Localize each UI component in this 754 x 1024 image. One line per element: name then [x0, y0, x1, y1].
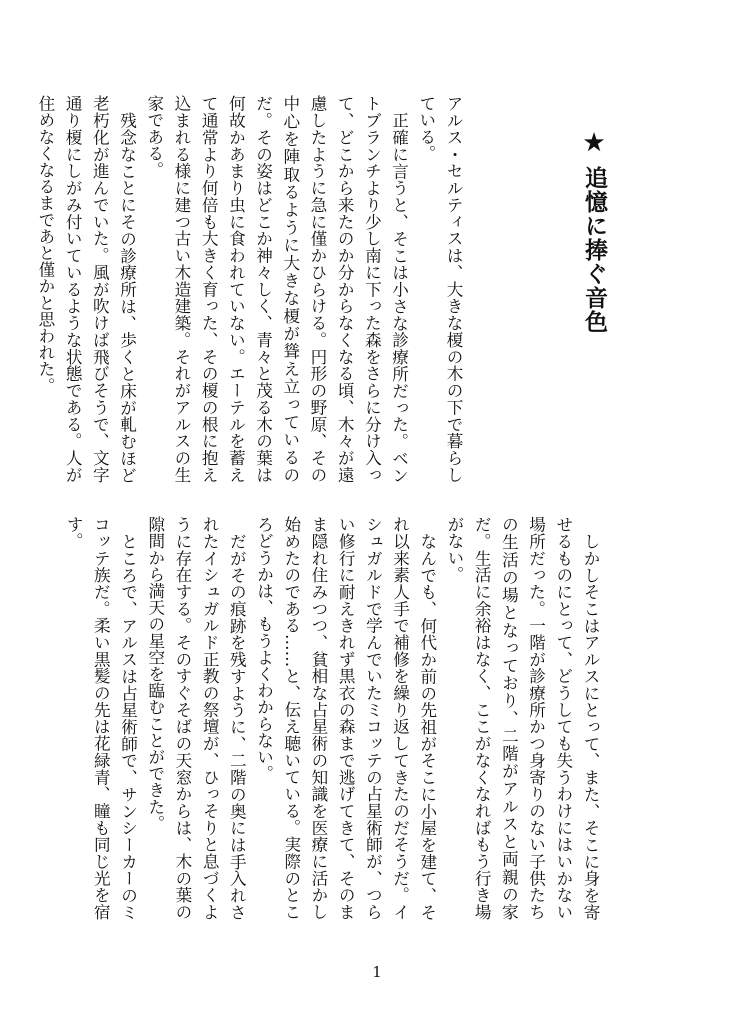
paragraph: しかしそこはアルスにとって、また、そこに身を寄せるものにとって、どうしても失うわけにはいかない場所だった。一階が診療所かつ身寄りのない子供たちの生活の場となっており、二階がアルスと両親の家だ。生活に余裕はなく、ここがなくなればもう行き場がない。	[444, 516, 600, 920]
paragraph: 正確に言うと、そこは小さな診療所だった。ベントブランチより少し南に下った森をさらに分け入って、どこから来たのか分からなくなる頃、木々が遠慮したように急に僅かひらける。円形の野原、その中心を陣取るように大きな榎が聳え立っているのだ。その姿はどこか神々しく、青々と茂る木の葉は何故かあまり虫に食われていない。エーテルを蓄えて通常より何倍も大きく育った、その榎の根に抱え込まれる様に建つ古い木造建築。それがアルスの生家である。	[144, 95, 409, 483]
paragraph: なんでも、何代か前の先祖がそこに小屋を建て、それ以来素人手で補修を繰り返してきたのだそうだ。イシュガルドで学んでいたミコッテの占星術師が、つらい修行に耐えきれず黒衣の森まで逃げてきて、そのまま隠れ住みつつ、貧相な占星術の知識を医療に活かし始めたのである……と、伝え聴いている。実際のところどうかは、もうよくわからない。	[254, 516, 437, 920]
paragraph: 残念なことにその診療所は、歩くと床が軋むほど老朽化が進んでいた。風が吹けば飛びそうで、文字通り榎にしがみ付いているような状態である。人が住めなくなるまであと僅かと思われた。	[35, 95, 137, 483]
page-number: 1	[372, 963, 382, 981]
text-block-top	[35, 95, 467, 483]
paragraph: ところで、アルスは占星術師で、サンシーカーのミコッテ族だ。柔い黒髪の先は花緑青、瞳も同じ光を宿す。	[64, 516, 138, 920]
paragraph: アルス・セルティスは、大きな榎の木の下で暮らしている。	[416, 95, 463, 483]
text-block-bottom	[64, 516, 604, 920]
paragraph: だがその痕跡を残すように、二階の奥には手入れされたイシュガルド正教の祭壇が、ひっそりと息づくように存在する。そのすぐそばの天窓からは、木の葉の隙間から満天の星空を臨むことができた。	[145, 516, 247, 920]
chapter-title: ★ 追憶に捧ぐ音色	[581, 130, 608, 335]
